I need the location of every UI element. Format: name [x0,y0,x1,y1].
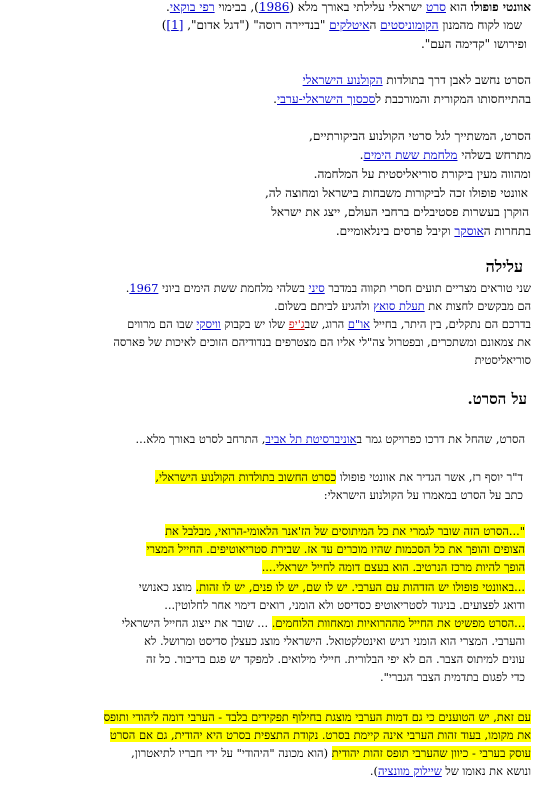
link-israeli-cinema[interactable]: הקולנוע הישראלי [302,73,383,87]
plot-line-4: את צמאונם ומשתכרים, ובפטרול צה"לי אליו הם מצטרפים בנדודיהם הזוכים לאיכות של פארסה [113,335,531,349]
quote-line-4: ...באוונטי פופולו יש הזדהות עם הערבי. יש לו שם, יש לו פנים, יש לו זהות. מוצג כאנושי [138,580,525,594]
critic-line-2: כתב על הסרט במאמרו על הקולנוע הישראלי: [323,488,523,502]
closing-line-3: עוסק בערבי - כיוון שהערבי תופס זהות יהודית (הוא מכונה "היהודי" על ידי חבריו לתיאטרון, [131,746,531,760]
intro-paragraph [11,0,531,56]
quote-line-8: עונים למיתוס הצבר. הם לא יפי הבלורית. חיילי מילואים. למפקד יש פגם בדיבור. כל זה [146,652,525,666]
link-oscar[interactable]: אוסקר [454,224,484,238]
closing-line-4: ונושא את נאומו של שיילוק מוונציה). [369,764,531,778]
milestone-line-2: בהתייחסותו המקורית והמורכבת לסכסוך הישראלי-ערבי. [273,92,531,106]
intro-line-1: אוונטי פופולו הוא סרט ישראלי עלילתי באורך מלא (1986), בבימוי רפי בוקאי. [166,0,531,14]
intro-line-3: ופירושו "קדימה העם". [420,37,527,51]
quote-line-6: ...הסרט מפשיט את החייל מההרואיות ומאחוות הלוחמים. ... שובר את ייצוג החייל הישראלי [121,616,525,630]
intro-line-2: שמו לקוח מהמנון הקומוניסטים האיטלקים "בנדיירה רוסה" ("דגל אדום", [1]) [161,18,522,32]
milestone-line-1: הסרט נחשב לאבן דרך בתולדות הקולנוע הישראלי [302,73,531,87]
closing-paragraph [3,710,531,786]
quote-line-1: "...הסרט הזה שובר לגמרי את כל המיתוסים של הז'אנר הלאומי-הרואי, מבלבל את [165,524,525,538]
critic-paragraph [3,470,523,508]
milestone-paragraph [11,73,531,111]
link-1986[interactable]: 1986 [258,0,290,14]
link-director[interactable]: רפי בוקאי [169,0,215,14]
link-tel-aviv-university[interactable]: אוניברסיטת תל אביב [265,432,357,446]
link-six-day-war[interactable]: מלחמת ששת הימים [363,148,458,162]
link-suez-canal[interactable]: תעלת סואץ [373,299,425,313]
plot-line-1: שני טוראים מצריים תועים חסרי תקווה במדבר סיני בשלהי מלחמת ששת הימים ביוני 1967. [125,281,531,295]
plot-line-2: הם מבקשים לחצות את תעלת סואץ ולהגיע לביתם בשלום. [273,299,531,313]
link-1967[interactable]: 1967 [129,281,159,295]
reception-line-5: הוקרן בעשרות פסטיבלים ברחבי העולם, ייצג את ישראל [271,205,529,219]
quote-line-2: הצופים והופך את כל הסכמות שהיו מוכרים עד אז. שבירת סטריאוטיפים. החייל המצרי [146,542,525,556]
reception-line-4: אוונטי פופולו זכה לביקורות משבחות בישראל ומחוצה לה, [264,186,528,200]
link-un[interactable]: או"ם [347,317,370,331]
reception-line-6: בתחרות האוסקר וקיבל פרסים בינלאומיים. [335,224,531,238]
plot-line-3: בדרכם הם נתקלים, בין היתר, בחייל או"ם הרוג, שבג'יפ שלו יש בקבוק וויסקי שבו הם מרווים [127,317,531,331]
about-heading: על הסרט. [467,390,527,408]
critic-line-1: ד"ר יוסף רז, אשר הגדיר את אוונטי פופולו כסרט החשוב בתולדות הקולנוע הישראלי, [155,470,523,484]
about-paragraph [5,432,525,450]
link-communists[interactable]: הקומוניסטים [380,18,439,32]
plot-heading: עלילה [485,257,523,276]
link-jeep[interactable]: ג'יפ [288,317,305,331]
closing-line-1: עם זאת, יש הטוענים כי גם דמות הערבי מוצגת בחילוף תפקידים בלבד - הערבי דומה ליהודי ותופס [103,710,531,724]
reception-line-3: ומהווה מעין ביקורת סוריאליסטית על המלחמה. [313,167,531,181]
closing-line-2: את מקומו, בעוד זהות הערבי אינה קיימת בסרט. נקודת התצפית בסרט היא יהודית, גם אם הסרט [109,728,531,742]
plot-line-5: סוריאליסטית [474,353,531,367]
quote-line-9: כדי לפגום בתדמית הצבר הגברי". [379,670,525,684]
link-whisky[interactable]: וויסקי [196,317,221,331]
reception-line-1: הסרט, המשתייך לגל סרטי הקולנוע הביקורתיים, [309,129,531,143]
link-reference-1[interactable]: [1] [166,18,184,32]
quote-line-7: והערבי. המצרי הוא הומני רגיש ואינטלקטואל. הישראלי מוצג כעצלן סדיסט ומרושל. לא [144,634,525,648]
plot-paragraph [3,281,531,367]
reception-paragraph [11,129,531,241]
about-line-1: הסרט, שהחל את דרכו כפרויקט גמר באוניברסיטת תל אביב, התרחב לסרט באורך מלא... [135,432,525,446]
link-shylock[interactable]: שיילוק מוונציה [377,764,442,778]
link-sinai[interactable]: סיני [308,281,325,295]
quote-line-5: ודואג לפצועים. בניגוד לסטריאוטיפ כסדיסט ולא הומני, רואים דימוי אחר לחלוטין... [164,598,525,612]
critic-quote [3,524,525,692]
link-italians[interactable]: איטלקים [329,18,370,32]
quote-line-3: הופך להיות מרכז הנרטיב. הוא בעצם דומה לחייל ישראלי.... [261,560,525,574]
highlighted-claim: כסרט החשוב בתולדות הקולנוע הישראלי, [155,470,337,484]
link-film[interactable]: סרט [426,0,446,14]
link-israeli-arab-conflict[interactable]: סכסוך הישראלי-ערבי [277,92,376,106]
article-title: אוונטי פופולו [470,0,531,14]
reception-line-2: מתרחש בשלהי מלחמת ששת הימים. [359,148,531,162]
